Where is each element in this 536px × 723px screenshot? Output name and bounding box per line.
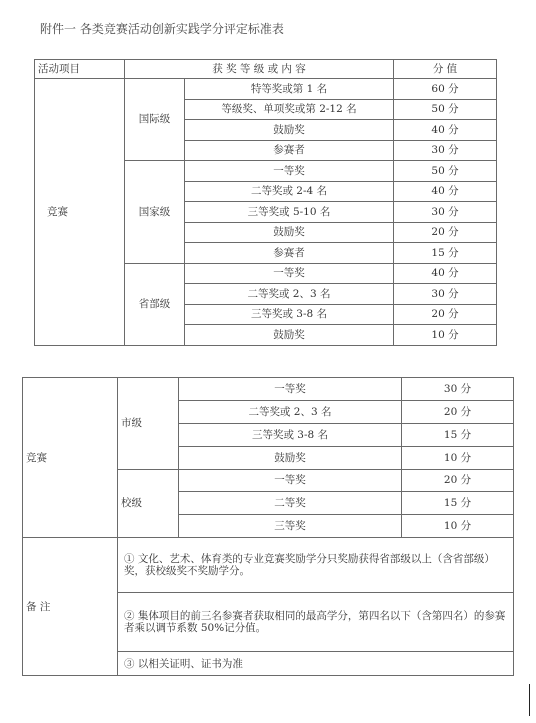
score-cell: 40 分 bbox=[394, 181, 497, 202]
remark-item: ② 集体项目的前三名参赛者获取相同的最高学分，第四名以下（含第四名）的参赛者乘以调节系数 50%记分值。 bbox=[118, 593, 514, 652]
category-cell: 竞赛 bbox=[35, 79, 125, 346]
remark-item: ① 文化、艺术、体育类的专业竞赛奖励学分只奖励获得省部级以上（含省部级）奖，获校级奖不奖励学分。 bbox=[118, 538, 514, 593]
score-cell: 10 分 bbox=[402, 446, 514, 469]
score-cell: 50 分 bbox=[394, 161, 497, 182]
score-cell: 60 分 bbox=[394, 79, 497, 100]
score-cell: 20 分 bbox=[394, 304, 497, 325]
score-cell: 50 分 bbox=[394, 99, 497, 120]
award-cell: 二等奖或 2、3 名 bbox=[179, 400, 402, 423]
award-cell: 鼓励奖 bbox=[179, 446, 402, 469]
score-cell: 30 分 bbox=[394, 202, 497, 223]
award-cell: 鼓励奖 bbox=[185, 325, 394, 346]
award-cell: 鼓励奖 bbox=[185, 222, 394, 243]
credit-standard-table-1 bbox=[34, 59, 497, 346]
award-cell: 三等奖或 5-10 名 bbox=[185, 202, 394, 223]
remark-item: ③ 以相关证明、证书为准 bbox=[118, 652, 514, 676]
level-cell: 校级 bbox=[118, 469, 179, 538]
score-cell: 20 分 bbox=[394, 222, 497, 243]
score-cell: 40 分 bbox=[394, 120, 497, 141]
text-cursor bbox=[529, 684, 530, 716]
award-cell: 参赛者 bbox=[185, 140, 394, 161]
award-cell: 三等奖或 3-8 名 bbox=[185, 304, 394, 325]
award-cell: 二等奖或 2-4 名 bbox=[185, 181, 394, 202]
award-cell: 鼓励奖 bbox=[185, 120, 394, 141]
award-cell: 一等奖 bbox=[179, 469, 402, 492]
level-cell: 国家级 bbox=[125, 161, 185, 264]
score-cell: 30 分 bbox=[402, 378, 514, 401]
award-cell: 一等奖 bbox=[185, 161, 394, 182]
table-row bbox=[23, 378, 514, 401]
credit-standard-table-2 bbox=[22, 377, 514, 676]
score-cell: 40 分 bbox=[394, 263, 497, 284]
level-cell: 国际级 bbox=[125, 79, 185, 161]
header-score: 分 值 bbox=[394, 60, 497, 79]
score-cell: 15 分 bbox=[402, 492, 514, 515]
table-header-row bbox=[35, 60, 497, 79]
level-cell: 市级 bbox=[118, 378, 179, 470]
header-award-level: 获 奖 等 级 或 内 容 bbox=[125, 60, 394, 79]
award-cell: 二等奖 bbox=[179, 492, 402, 515]
remarks-label: 备 注 bbox=[23, 538, 118, 676]
level-cell: 省部级 bbox=[125, 263, 185, 345]
score-cell: 10 分 bbox=[402, 515, 514, 538]
score-cell: 20 分 bbox=[402, 400, 514, 423]
award-cell: 三等奖 bbox=[179, 515, 402, 538]
award-cell: 特等奖或第 1 名 bbox=[185, 79, 394, 100]
award-cell: 一等奖 bbox=[179, 378, 402, 401]
award-cell: 二等奖或 2、3 名 bbox=[185, 284, 394, 305]
award-cell: 一等奖 bbox=[185, 263, 394, 284]
award-cell: 等级奖、单项奖或第 2-12 名 bbox=[185, 99, 394, 120]
award-cell: 三等奖或 3-8 名 bbox=[179, 423, 402, 446]
document-title: 附件一 各类竞赛活动创新实践学分评定标准表 bbox=[40, 22, 284, 36]
score-cell: 30 分 bbox=[394, 284, 497, 305]
score-cell: 20 分 bbox=[402, 469, 514, 492]
score-cell: 30 分 bbox=[394, 140, 497, 161]
header-activity: 活动项目 bbox=[35, 60, 125, 79]
score-cell: 10 分 bbox=[394, 325, 497, 346]
category-cell: 竞赛 bbox=[23, 378, 118, 538]
score-cell: 15 分 bbox=[394, 243, 497, 264]
table-row bbox=[35, 79, 497, 100]
remarks-row bbox=[23, 538, 514, 593]
award-cell: 参赛者 bbox=[185, 243, 394, 264]
score-cell: 15 分 bbox=[402, 423, 514, 446]
